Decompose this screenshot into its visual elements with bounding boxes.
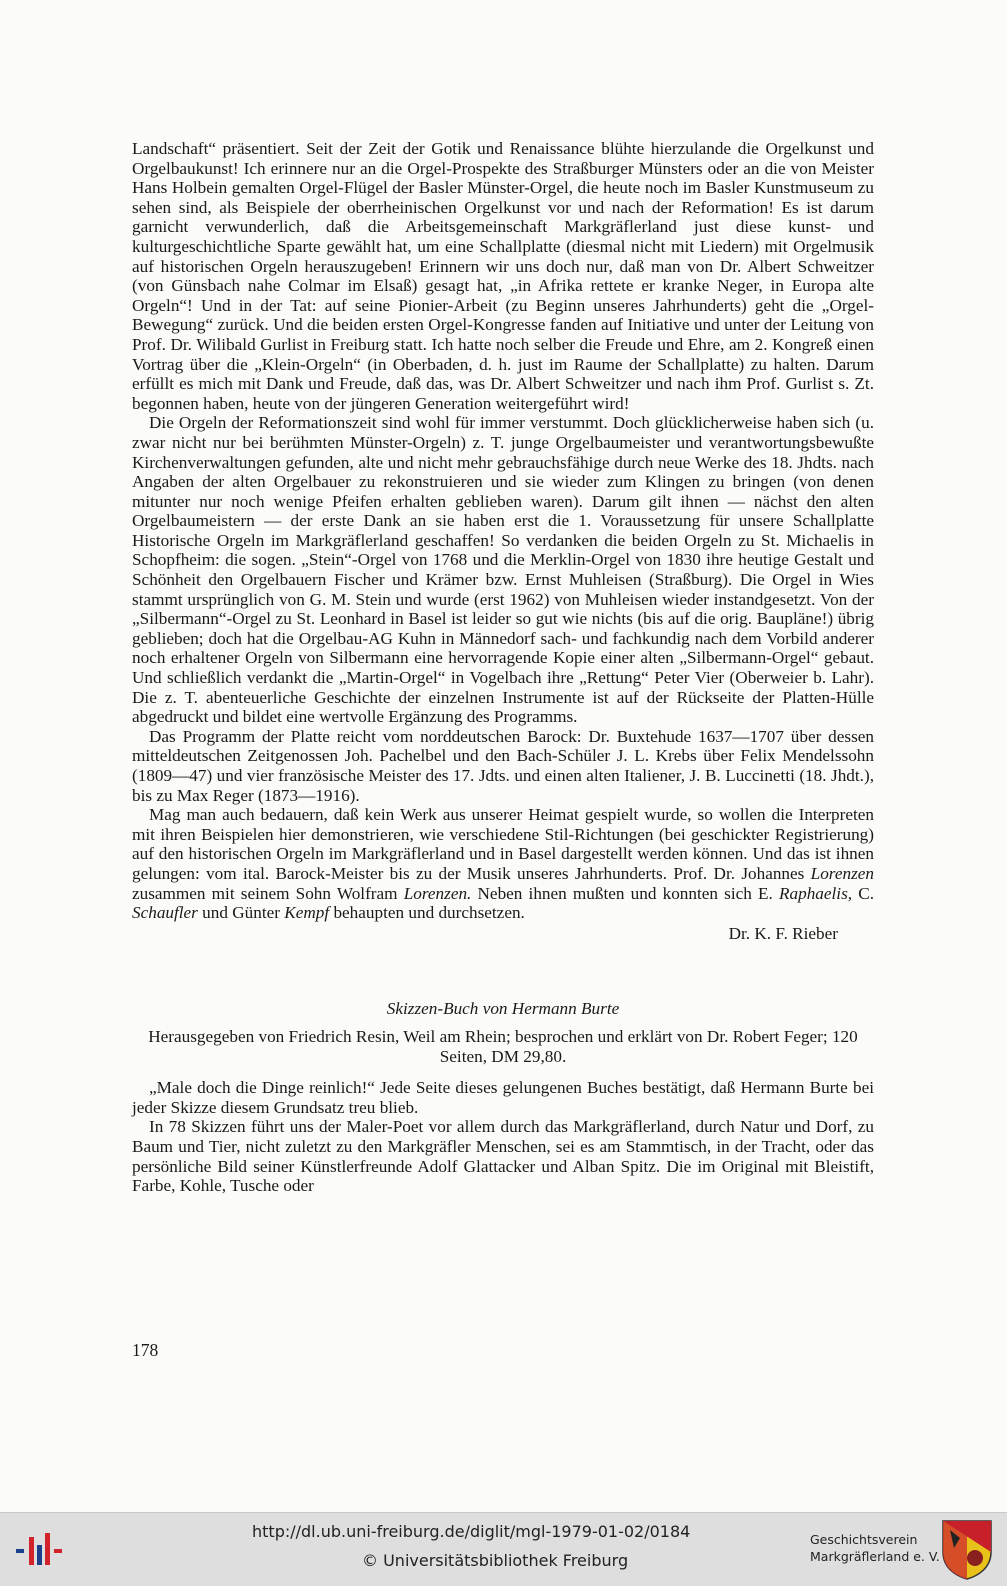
person-name: Raphaelis,	[779, 883, 853, 903]
body-paragraph-4: Mag man auch bedauern, daß kein Werk aus unserer Heimat gespielt wurde, so wollen die Interpreten mit ihren Beispielen hier demonstrieren, wie verschiedene Stil-Richtungen (bei geschickter Registrierung) auf den historischen Orgeln im Markgräflerland und in Basel dargestellt werden können. Und das ist ihnen gelungen: vom ital. Barock-Meister bis zu der Musik unseres Jahrhunderts. Prof. Dr. Johannes Lorenzen zusammen mit seinem Sohn Wolfram Lorenzen. Neben ihnen mußten und konnten sich E. Raphaelis, C. Schaufler und Günter Kempf behaupten und durchsetzen.	[132, 805, 875, 923]
copyright-notice: © Universitätsbibliothek Freiburg	[362, 1551, 629, 1570]
person-name: Schaufler	[132, 903, 198, 923]
person-name: Lorenzen.	[403, 883, 472, 903]
author-signature: Dr. K. F. Rieber	[728, 923, 838, 943]
body-paragraph-3: Das Programm der Platte reicht vom norddeutschen Barock: Dr. Buxtehude 1637—1707 über dessen mitteldeutschen Zeitgenossen Joh. Pachelbel und den Bach-Schüler J. L. Krebs über Felix Mendelssohn (1809—47) und vier französische Meister des 17. Jdts. und einen alten Italiener, J. B. Luccinetti (18. Jhdt.), bis zu Max Reger (1873—1916).	[132, 726, 874, 805]
body-paragraph-1: Landschaft“ präsentiert. Seit der Zeit der Gotik und Renaissance blühte hierzulande die Orgelkunst und Orgelbaukunst! Ich erinnere nur an die Orgel-Prospekte des Straßburger Münsters oder an die von Meister Hans Holbein gemalten Orgel-Flügel der Basler Münster-Orgel, die heute noch im Basler Kunstmuseum zu sehen sind, als Beispiele der oberrheinischen Orgelkunst vor und nach der Reformation! Es ist darum garnicht verwunderlich, daß die Arbeitsgemeinschaft Markgräflerland just diese kunst- und kulturgeschichtliche Sparte gewählt hat, um eine Schallplatte (diesmal nicht mit Liedern) mit Orgelmusik auf historischen Orgeln herauszugeben! Erinnern wir uns doch nur, daß man von Dr. Albert Schweitzer (von Günsbach nahe Colmar im Elsaß) gesagt hat, „in Afrika rettete er kranke Neger, in Europa alte Orgeln“! Und in der Tat: auf seine Pionier-Arbeit (zu Beginn unseres Jahrhunderts) geht die „Orgel-Bewegung“ zurück. Und die beiden ersten Orgel-Kongresse fanden auf Initiative und unter der Leitung von Prof. Dr. Wilibald Gurlist in Freiburg statt. Ich hatte noch selber die Freude und Ehre, am 2. Kongreß einen Vortrag über die „Klein-Orgeln“ (in Oberbaden, d. h. just im Raume der Schallplatte) zu halten. Darum erfüllt es mich mit Dank und Freude, daß das, was Dr. Albert Schweitzer und nach ihm Prof. Gurlist s. Zt. begonnen haben, heute von der jüngeren Generation weitergeführt wird!	[132, 139, 874, 413]
review-body	[132, 1078, 874, 1196]
review-paragraph-1: „Male doch die Dinge reinlich!“ Jede Seite dieses gelungenen Buches bestätigt, daß Hermann Burte bei jeder Skizze diesem Grundsatz treu blieb.	[132, 1078, 874, 1117]
coat-of-arms-icon	[940, 1518, 994, 1581]
body-paragraph-2: Die Orgeln der Reformationszeit sind wohl für immer verstummt. Doch glücklicherweise haben sich (u. zwar nicht nur bei berühmten Münster-Orgeln) z. T. junge Orgelbaumeister und verantwortungsbewußte Kirchenverwaltungen gefunden, alte und nicht mehr gebrauchsfähige durch neue Werke des 18. Jhdts. nach Angaben der alten Orgelbauer zu rekonstruieren und sie wieder zum Klingen zu bringen (von denen mitunter nur noch wenige Pfeifen erhalten geblieben waren). Darum gilt ihnen — nächst den alten Orgelbaumeistern — der erste Dank an sie haben erst die 1. Voraussetzung für unsere Schallplatte Historische Orgeln im Markgräflerland geschaffen! So verdanken die beiden Orgeln zu St. Michaelis in Schopfheim: die sogen. „Stein“-Orgel von 1768 und die Merklin-Orgel von 1830 ihre heutige Gestalt und Schönheit den Orgelbauern Fischer und Krämer bzw. Ernst Muhleisen (Straßburg). Die Orgel in Wies stammt ursprünglich von G. M. Stein und wurde (erst 1962) von Muhleisen wieder instandgesetzt. Von der „Silbermann“-Orgel zu St. Leonhard in Basel ist leider so gut wie nichts (bis auf die orig. Baupläne!) übrig geblieben; doch hat die Orgelbau-AG Kuhn in Männedorf sach- und fachkundig nach dem Vorbild anderer noch erhaltener Orgeln von Silbermann eine hervorragende Kopie einer alten „Silbermann-Orgel“ gebaut. Und schließlich verdankt die „Martin-Orgel“ in Vogelbach ihre „Rettung“ Peter Vier (Oberweier b. Lahr). Die z. T. abenteuerliche Geschichte der einzelnen Instrumente ist auf der Rückseite der Platten-Hülle abgedruckt und bildet eine wertvolle Ergänzung des Programms.	[132, 413, 874, 727]
review-paragraph-2: In 78 Skizzen führt uns der Maler-Poet vor allem durch das Markgräflerland, durch Natur und Dorf, zu Baum und Tier, nicht zuletzt zu den Markgräfler Menschen, sei es am Stammtisch, in der Tracht, oder das persönliche Bild seiner Künstlerfreunde Adolf Glattacker und Alban Spitz. Die im Original mit Bleistift, Farbe, Kohle, Tusche oder	[132, 1117, 874, 1196]
person-name: Kempf	[284, 903, 330, 923]
review-title: Skizzen-Buch von Hermann Burte	[386, 999, 620, 1019]
ub-freiburg-logo-icon	[14, 1531, 64, 1571]
footer-bar	[0, 1512, 1007, 1586]
review-bibliographic-info: Herausgegeben von Friedrich Resin, Weil am Rhein; besprochen und erklärt von Dr. Robert Feger; 120 Seiten, DM 29,80.	[148, 1026, 858, 1066]
article-text	[132, 139, 874, 1196]
society-name: Geschichtsverein Markgräflerland e. V.	[810, 1532, 940, 1564]
person-name: Lorenzen	[810, 863, 874, 883]
permalink-url[interactable]: http://dl.ub.uni-freiburg.de/diglit/mgl-1979-01-02/0184	[252, 1522, 691, 1541]
page-number: 178	[132, 1340, 159, 1360]
